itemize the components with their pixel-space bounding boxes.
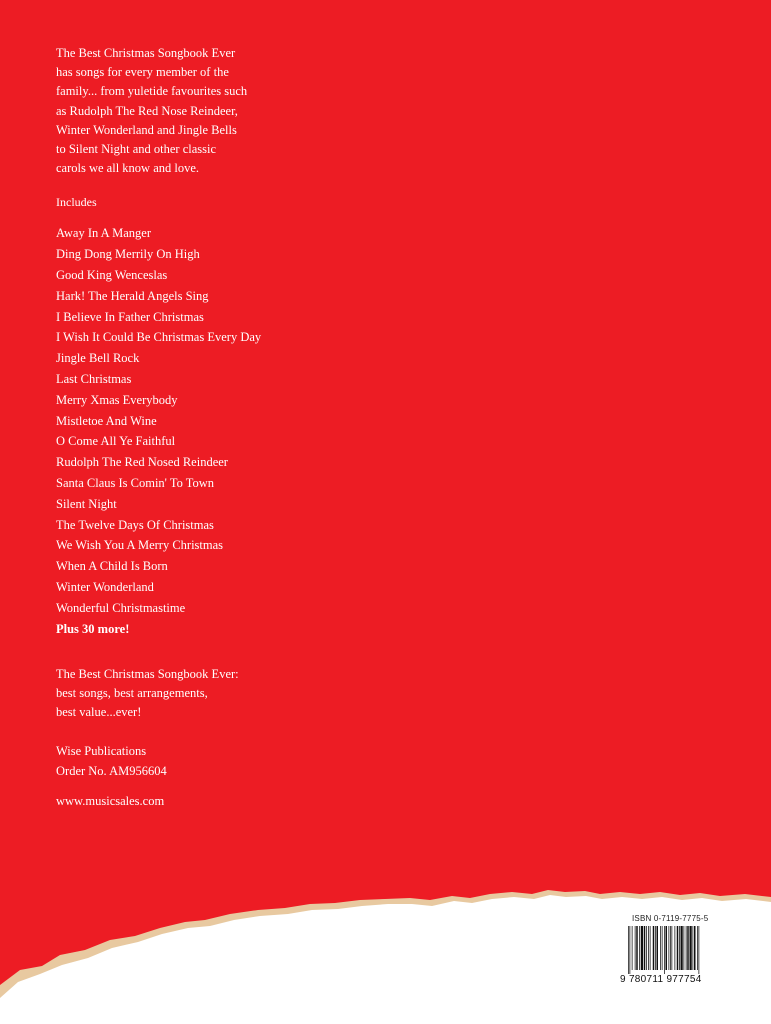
list-item: Rudolph The Red Nosed Reindeer <box>56 455 228 470</box>
barcode-bar <box>699 926 700 974</box>
barcode-bar <box>664 926 665 974</box>
barcode-bar <box>693 926 694 970</box>
list-item: Away In A Manger <box>56 226 152 241</box>
barcode-bar <box>675 926 676 970</box>
barcode-bar <box>686 926 687 970</box>
list-item: Last Christmas <box>56 372 132 386</box>
list-item: Merry Xmas Everybody <box>56 392 178 407</box>
list-item: Wonderful Christmastime <box>56 600 186 615</box>
barcode-bar <box>632 926 633 970</box>
list-item: When A Child Is Born <box>56 559 168 574</box>
barcode-bar <box>687 926 689 970</box>
barcode-bar <box>666 926 668 970</box>
list-item: Santa Claus Is Comin' To Town <box>56 475 215 490</box>
list-item: We Wish You A Merry Christmas <box>56 538 224 553</box>
barcode-bar <box>681 926 683 970</box>
includes-label: Includes <box>56 195 97 210</box>
list-item: I Wish It Could Be Christmas Every Day <box>56 330 262 345</box>
list-item: O Come All Ye Faithful <box>56 434 176 449</box>
list-item: The Twelve Days Of Christmas <box>56 517 214 532</box>
list-item: Silent Night <box>56 496 117 511</box>
barcode-bar <box>690 926 692 970</box>
list-item: Winter Wonderland <box>56 579 154 594</box>
song-list <box>56 223 356 618</box>
barcode-bar <box>650 926 651 970</box>
tagline: The Best Christmas Songbook Ever: best songs, best arrangements, best value...ever! <box>56 667 239 720</box>
list-item: Good King Wenceslas <box>56 268 168 283</box>
barcode-bar <box>670 926 671 970</box>
barcode-bar <box>677 926 679 970</box>
plus-more-label: Plus 30 more! <box>56 621 130 636</box>
barcode-bar <box>644 926 646 970</box>
barcode-bar <box>655 926 656 970</box>
list-item: Hark! The Herald Angels Sing <box>56 288 209 303</box>
list-item: Ding Dong Merrily On High <box>56 247 200 262</box>
list-item: I Believe In Father Christmas <box>56 309 204 324</box>
barcode-bar <box>635 926 636 970</box>
barcode-bar <box>697 926 698 970</box>
order-number: Order No. AM956604 <box>56 763 167 778</box>
barcode-bar <box>636 926 638 970</box>
ean-digits: 9 780711 977754 <box>620 974 702 985</box>
barcode-bar <box>639 926 640 970</box>
cover-text <box>56 44 356 811</box>
barcode-bar <box>684 926 685 970</box>
list-item: Jingle Bell Rock <box>56 351 140 366</box>
publisher-name: Wise Publications <box>56 744 147 759</box>
barcode-bar <box>646 926 647 970</box>
barcode-bar <box>672 926 673 970</box>
barcode-bar <box>694 926 696 970</box>
isbn-label: ISBN 0-7119-7775-5 <box>632 914 709 923</box>
barcode-bar <box>660 926 661 970</box>
list-item: Mistletoe And Wine <box>56 413 157 428</box>
barcode <box>620 914 730 994</box>
barcode-bar <box>657 926 659 970</box>
publisher-block <box>56 742 356 781</box>
website-url: www.musicsales.com <box>56 794 165 809</box>
barcode-bar <box>630 926 631 974</box>
barcode-bar <box>648 926 649 970</box>
barcode-bar <box>653 926 655 970</box>
barcode-bar <box>628 926 629 974</box>
barcode-bar <box>669 926 670 970</box>
barcode-bars-icon <box>626 926 730 974</box>
intro-blurb: The Best Christmas Songbook Ever has songs for every member of the family... from yuletide favourites such as Rudolph The Red Nose Reindeer, Winter Wonderland and Jingle Bells to Silent Night and other classic carols we all know and love. <box>56 46 248 176</box>
barcode-bar <box>662 926 663 970</box>
barcode-bar <box>641 926 643 970</box>
barcode-bar <box>679 926 680 970</box>
